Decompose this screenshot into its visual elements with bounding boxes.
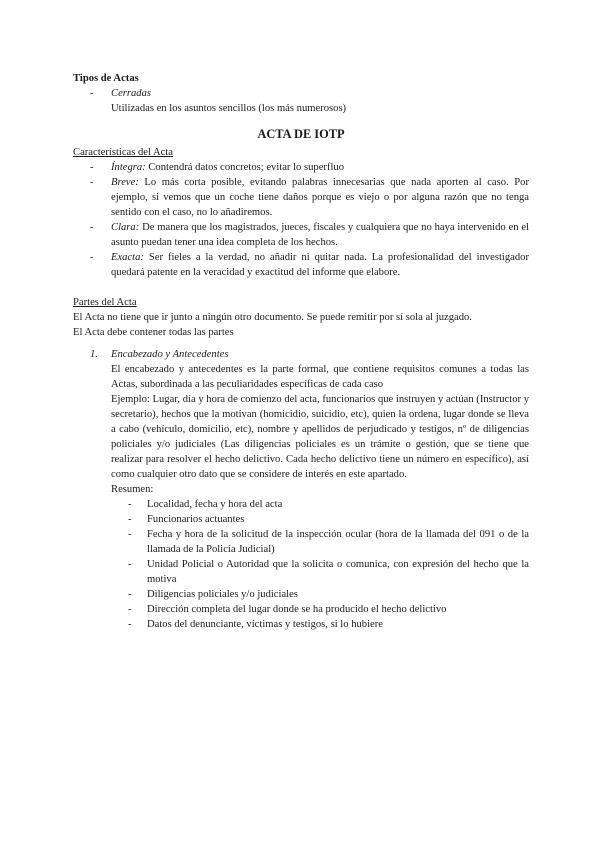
caracteristica-text: Contendrá datos concretos; evitar lo superfluo: [145, 162, 344, 173]
caracteristica-text: Lo más corta posible, evitando palabras innecesarias que nada aporten al caso. Por ejemplo, si vemos que un coche tiene daños porque es viejo o por alguna razón que no tenga sentido con el caso, no lo añadiremos.: [111, 177, 529, 218]
resumen-item: [73, 587, 529, 602]
caracteristica-breve: [73, 175, 529, 220]
resumen-label: Resumen:: [111, 484, 154, 495]
resumen-item: [73, 512, 529, 527]
encabezado-paragraph-1: El encabezado y antecedentes es la parte formal, que contiene requisitos comunes a todas las Actas, subordinada a las peculiaridades específicas de cada caso: [111, 364, 529, 390]
document-content: [73, 71, 529, 632]
caracteristica-clara: [73, 220, 529, 250]
caracteristicas-heading: Características del Acta: [73, 147, 174, 158]
resumen-item: [73, 497, 529, 512]
resumen-item-text: Dirección completa del lugar donde se ha producido el hecho delictivo: [147, 604, 447, 615]
tipos-item-cerradas: [73, 86, 529, 116]
encabezado-paragraph-2: Ejemplo: Lugar, día y hora de comienzo del acta, funcionarios que instruyen y actúan (Instructor y secretario), hechos que la motivan (homicidio, suicidio, etc), quien la ordena, lugar donde se lleva a cabo (vehículo, domicilio, etc), nombre y apellidos de perjudicado y testigos, nº de diligencias policiales y/o judiciales (Las diligencias policiales es un trámite o gestión, que se tiene que realizar para resolver el hecho delictivo. Cada hecho delictivo tiene un número en específico), así como cualquier otro dato que se considere de interés en este apartado.: [111, 394, 529, 480]
section-number: 1.: [90, 349, 98, 360]
caracteristica-term: Exacta:: [111, 252, 144, 263]
caracteristica-text: Ser fieles a la verdad, no añadir ni quitar nada. La profesionalidad del investigador quedará patente en la veracidad y exactitud del informe que elabore.: [111, 252, 529, 278]
bullet-dash: -: [90, 222, 94, 233]
bullet-dash: -: [128, 604, 132, 615]
bullet-dash: -: [90, 177, 94, 188]
bullet-dash: -: [128, 619, 132, 630]
resumen-item-text: Localidad, fecha y hora del acta: [147, 499, 283, 510]
caracteristica-term: Íntegra:: [111, 162, 146, 173]
section-title: Encabezado y Antecedentes: [111, 349, 229, 360]
bullet-dash: -: [128, 499, 132, 510]
tipos-heading: Tipos de Actas: [73, 73, 139, 84]
caracteristica-exacta: [73, 250, 529, 280]
resumen-item-text: Fecha y hora de la solicitud de la inspección ocular (hora de la llamada del 091 o de la llamada de la Policía Judicial): [147, 529, 529, 555]
acta-title: ACTA DE IOTP: [257, 127, 345, 141]
resumen-item: [73, 602, 529, 617]
caracteristica-integra: [73, 160, 529, 175]
resumen-item: [73, 617, 529, 632]
bullet-dash: -: [128, 529, 132, 540]
bullet-dash: -: [128, 589, 132, 600]
partes-line-1: El Acta no tiene que ir junto a ningún otro documento. Se puede remitir por sí sola al juzgado.: [73, 312, 472, 323]
bullet-dash: -: [90, 88, 94, 99]
cerradas-term: Cerradas: [111, 88, 152, 99]
resumen-item-text: Datos del denunciante, víctimas y testigos, si lo hubiere: [147, 619, 383, 630]
resumen-item: [73, 527, 529, 557]
spacer: [73, 280, 529, 295]
partes-line-2: El Acta debe contener todas las partes: [73, 327, 234, 338]
caracteristica-term: Clara:: [111, 222, 140, 233]
caracteristica-term: Breve:: [111, 177, 139, 188]
bullet-dash: -: [90, 162, 94, 173]
resumen-item-text: Funcionarios actuantes: [147, 514, 245, 525]
bullet-dash: -: [128, 559, 132, 570]
spacer: [73, 340, 529, 347]
section-encabezado-heading: [73, 347, 529, 362]
partes-heading: Partes del Acta: [73, 297, 137, 308]
resumen-item-text: Diligencias policiales y/o judiciales: [147, 589, 298, 600]
resumen-item-text: Unidad Policial o Autoridad que la solicita o comunica, con expresión del hecho que la motiva: [147, 559, 529, 585]
cerradas-description: Utilizadas en los asuntos sencillos (los más numerosos): [111, 103, 347, 114]
resumen-item: [73, 557, 529, 587]
caracteristica-text: De manera que los magistrados, jueces, fiscales y cualquiera que no haya intervenido en el asunto puedan tener una idea completa de los hechos.: [111, 222, 529, 248]
bullet-dash: -: [128, 514, 132, 525]
bullet-dash: -: [90, 252, 94, 263]
